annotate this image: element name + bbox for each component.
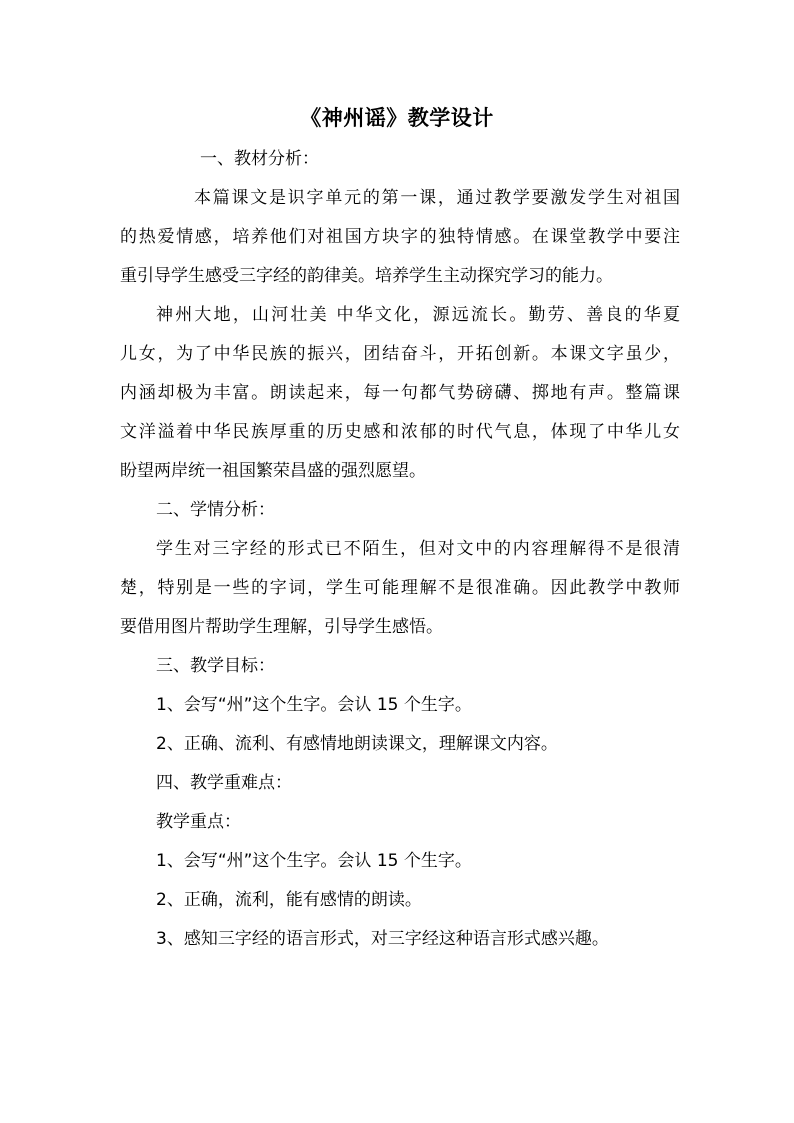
paragraph-line: 的热爱情感，培养他们对祖国方块字的独特情感。在课堂教学中要注 xyxy=(120,227,680,247)
section-heading-2: 二、学情分析： xyxy=(156,500,275,520)
focus-item: 3、感知三字经的语言形式，对三字经这种语言形式感兴趣。 xyxy=(156,929,609,949)
document-body xyxy=(120,140,680,959)
section-heading-3: 三、教学目标： xyxy=(156,656,275,676)
goal-item: 2、正确、流利、有感情地朗读课文，理解课文内容。 xyxy=(156,734,558,754)
paragraph-line: 重引导学生感受三字经的韵律美。培养学生主动探究学习的能力。 xyxy=(120,266,613,286)
focus-heading: 教学重点： xyxy=(156,812,241,832)
section-heading-4: 四、教学重难点： xyxy=(156,773,292,793)
document-title: 《神州谣》教学设计 xyxy=(300,106,494,130)
paragraph-line: 文洋溢着中华民族厚重的历史感和浓郁的时代气息，体现了中华儿女 xyxy=(120,422,680,442)
focus-item: 1、会写“州”这个生字。会认 15 个生字。 xyxy=(156,851,472,871)
goal-item: 1、会写“州”这个生字。会认 15 个生字。 xyxy=(156,695,472,715)
paragraph-line: 学生对三字经的形式已不陌生，但对文中的内容理解得不是很清 xyxy=(156,539,680,559)
paragraph-line: 盼望两岸统一祖国繁荣昌盛的强烈愿望。 xyxy=(120,461,426,481)
section-heading-1: 一、教材分析： xyxy=(200,149,319,169)
paragraph-student-analysis xyxy=(120,530,680,647)
paragraph-line: 本篇课文是识字单元的第一课，通过教学要激发学生对祖国 xyxy=(194,188,680,208)
focus-item: 2、正确，流利，能有感情的朗读。 xyxy=(156,890,422,910)
paragraph-textbook-analysis xyxy=(120,179,680,296)
paragraph-line: 要借用图片帮助学生理解，引导学生感悟。 xyxy=(120,617,443,637)
paragraph-line: 神州大地，山河壮美 中华文化，源远流长。勤劳、善良的华夏 xyxy=(156,305,680,325)
paragraph-line: 儿女，为了中华民族的振兴，团结奋斗，开拓创新。本课文字虽少， xyxy=(120,344,680,364)
paragraph-line: 内涵却极为丰富。朗读起来，每一句都气势磅礴、掷地有声。整篇课 xyxy=(120,383,680,403)
paragraph-content-analysis xyxy=(120,296,680,491)
paragraph-line: 楚，特别是一些的字词，学生可能理解不是很准确。因此教学中教师 xyxy=(120,578,680,598)
